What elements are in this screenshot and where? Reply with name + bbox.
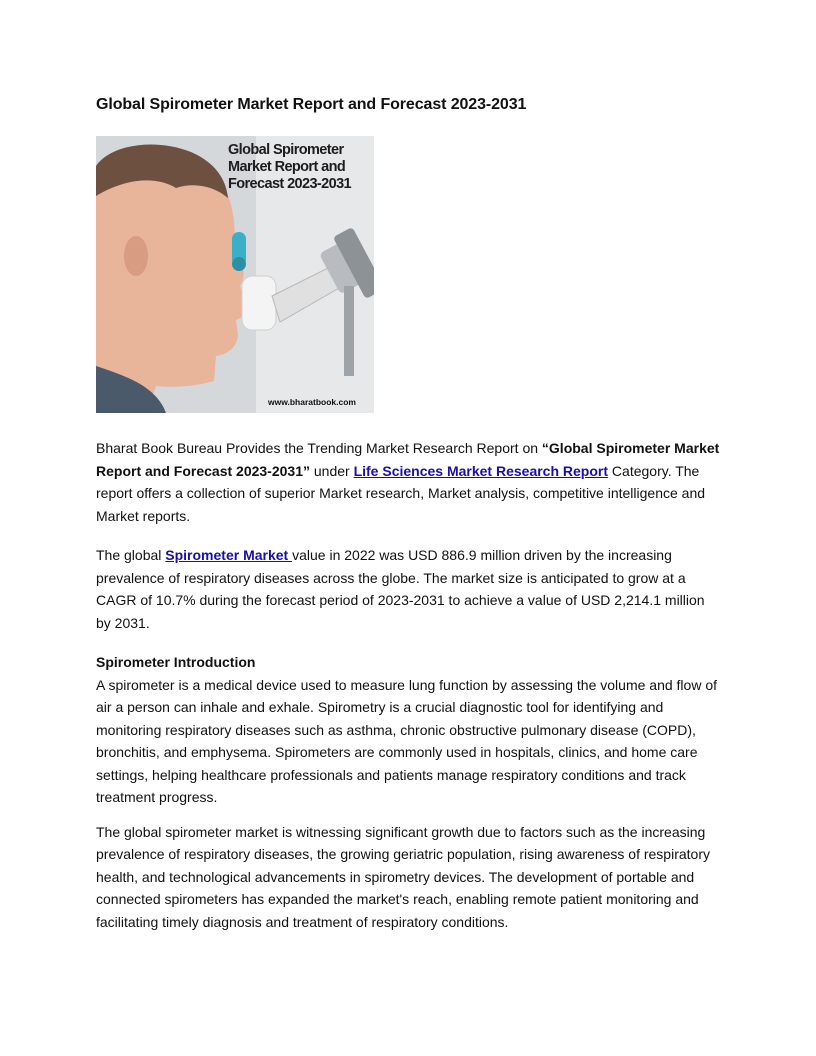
report-title-bold: “Global Spirometer Market Report and Forecast 2023-2031”	[96, 440, 720, 479]
intro-text-mid: under	[309, 462, 354, 479]
document-page	[96, 94, 720, 950]
hero-overlay-title: Global Spirometer Market Report and Forecast 2023-2031	[228, 142, 352, 192]
intro-paragraph	[96, 437, 720, 527]
page-title: Global Spirometer Market Report and Forecast 2023-2031	[96, 96, 527, 113]
hero-website-label: www.bharatbook.com	[267, 397, 356, 407]
life-sciences-category-link[interactable]: Life Sciences Market Research Report	[353, 462, 609, 479]
intro-text-after: Category. The report offers a collection of superior Market research, Market analysis, competitive intelligence and Market reports.	[96, 462, 706, 524]
section-heading-introduction: Spirometer Introduction	[96, 654, 256, 670]
market-paragraph	[96, 544, 720, 634]
introduction-paragraph: A spirometer is a medical device used to measure lung function by assessing the volume and flow of air a person can inhale and exhale. Spirometry is a crucial diagnostic tool for identifying and monitoring respiratory diseases such as asthma, chronic obstructive pulmonary disease (COPD), bronchitis, and emphysema. Spirometers are commonly used in hospitals, clinics, and home care settings, helping healthcare professionals and patients manage respiratory conditions and track treatment progress.	[96, 676, 717, 805]
growth-paragraph: The global spirometer market is witnessing significant growth due to factors such as the increasing prevalence of respiratory diseases, the growing geriatric population, rising awareness of respiratory health, and technological advancements in spirometry devices. The development of portable and connected spirometers has expanded the market's reach, enabling remote patient monitoring and facilitating timely diagnosis and treatment of respiratory conditions.	[96, 823, 710, 930]
market-text-after: value in 2022 was USD 886.9 million driven by the increasing prevalence of respiratory diseases across the globe. The market size is anticipated to grow at a CAGR of 10.7% during the forecast period of 2023-2031 to achieve a value of USD 2,214.1 million by 2031.	[96, 547, 705, 631]
hero-image	[96, 136, 374, 413]
market-text-before: The global	[96, 547, 166, 563]
spirometer-market-link[interactable]: Spirometer Market	[165, 547, 293, 563]
intro-text-before: Bharat Book Bureau Provides the Trending Market Research Report on	[96, 440, 542, 456]
